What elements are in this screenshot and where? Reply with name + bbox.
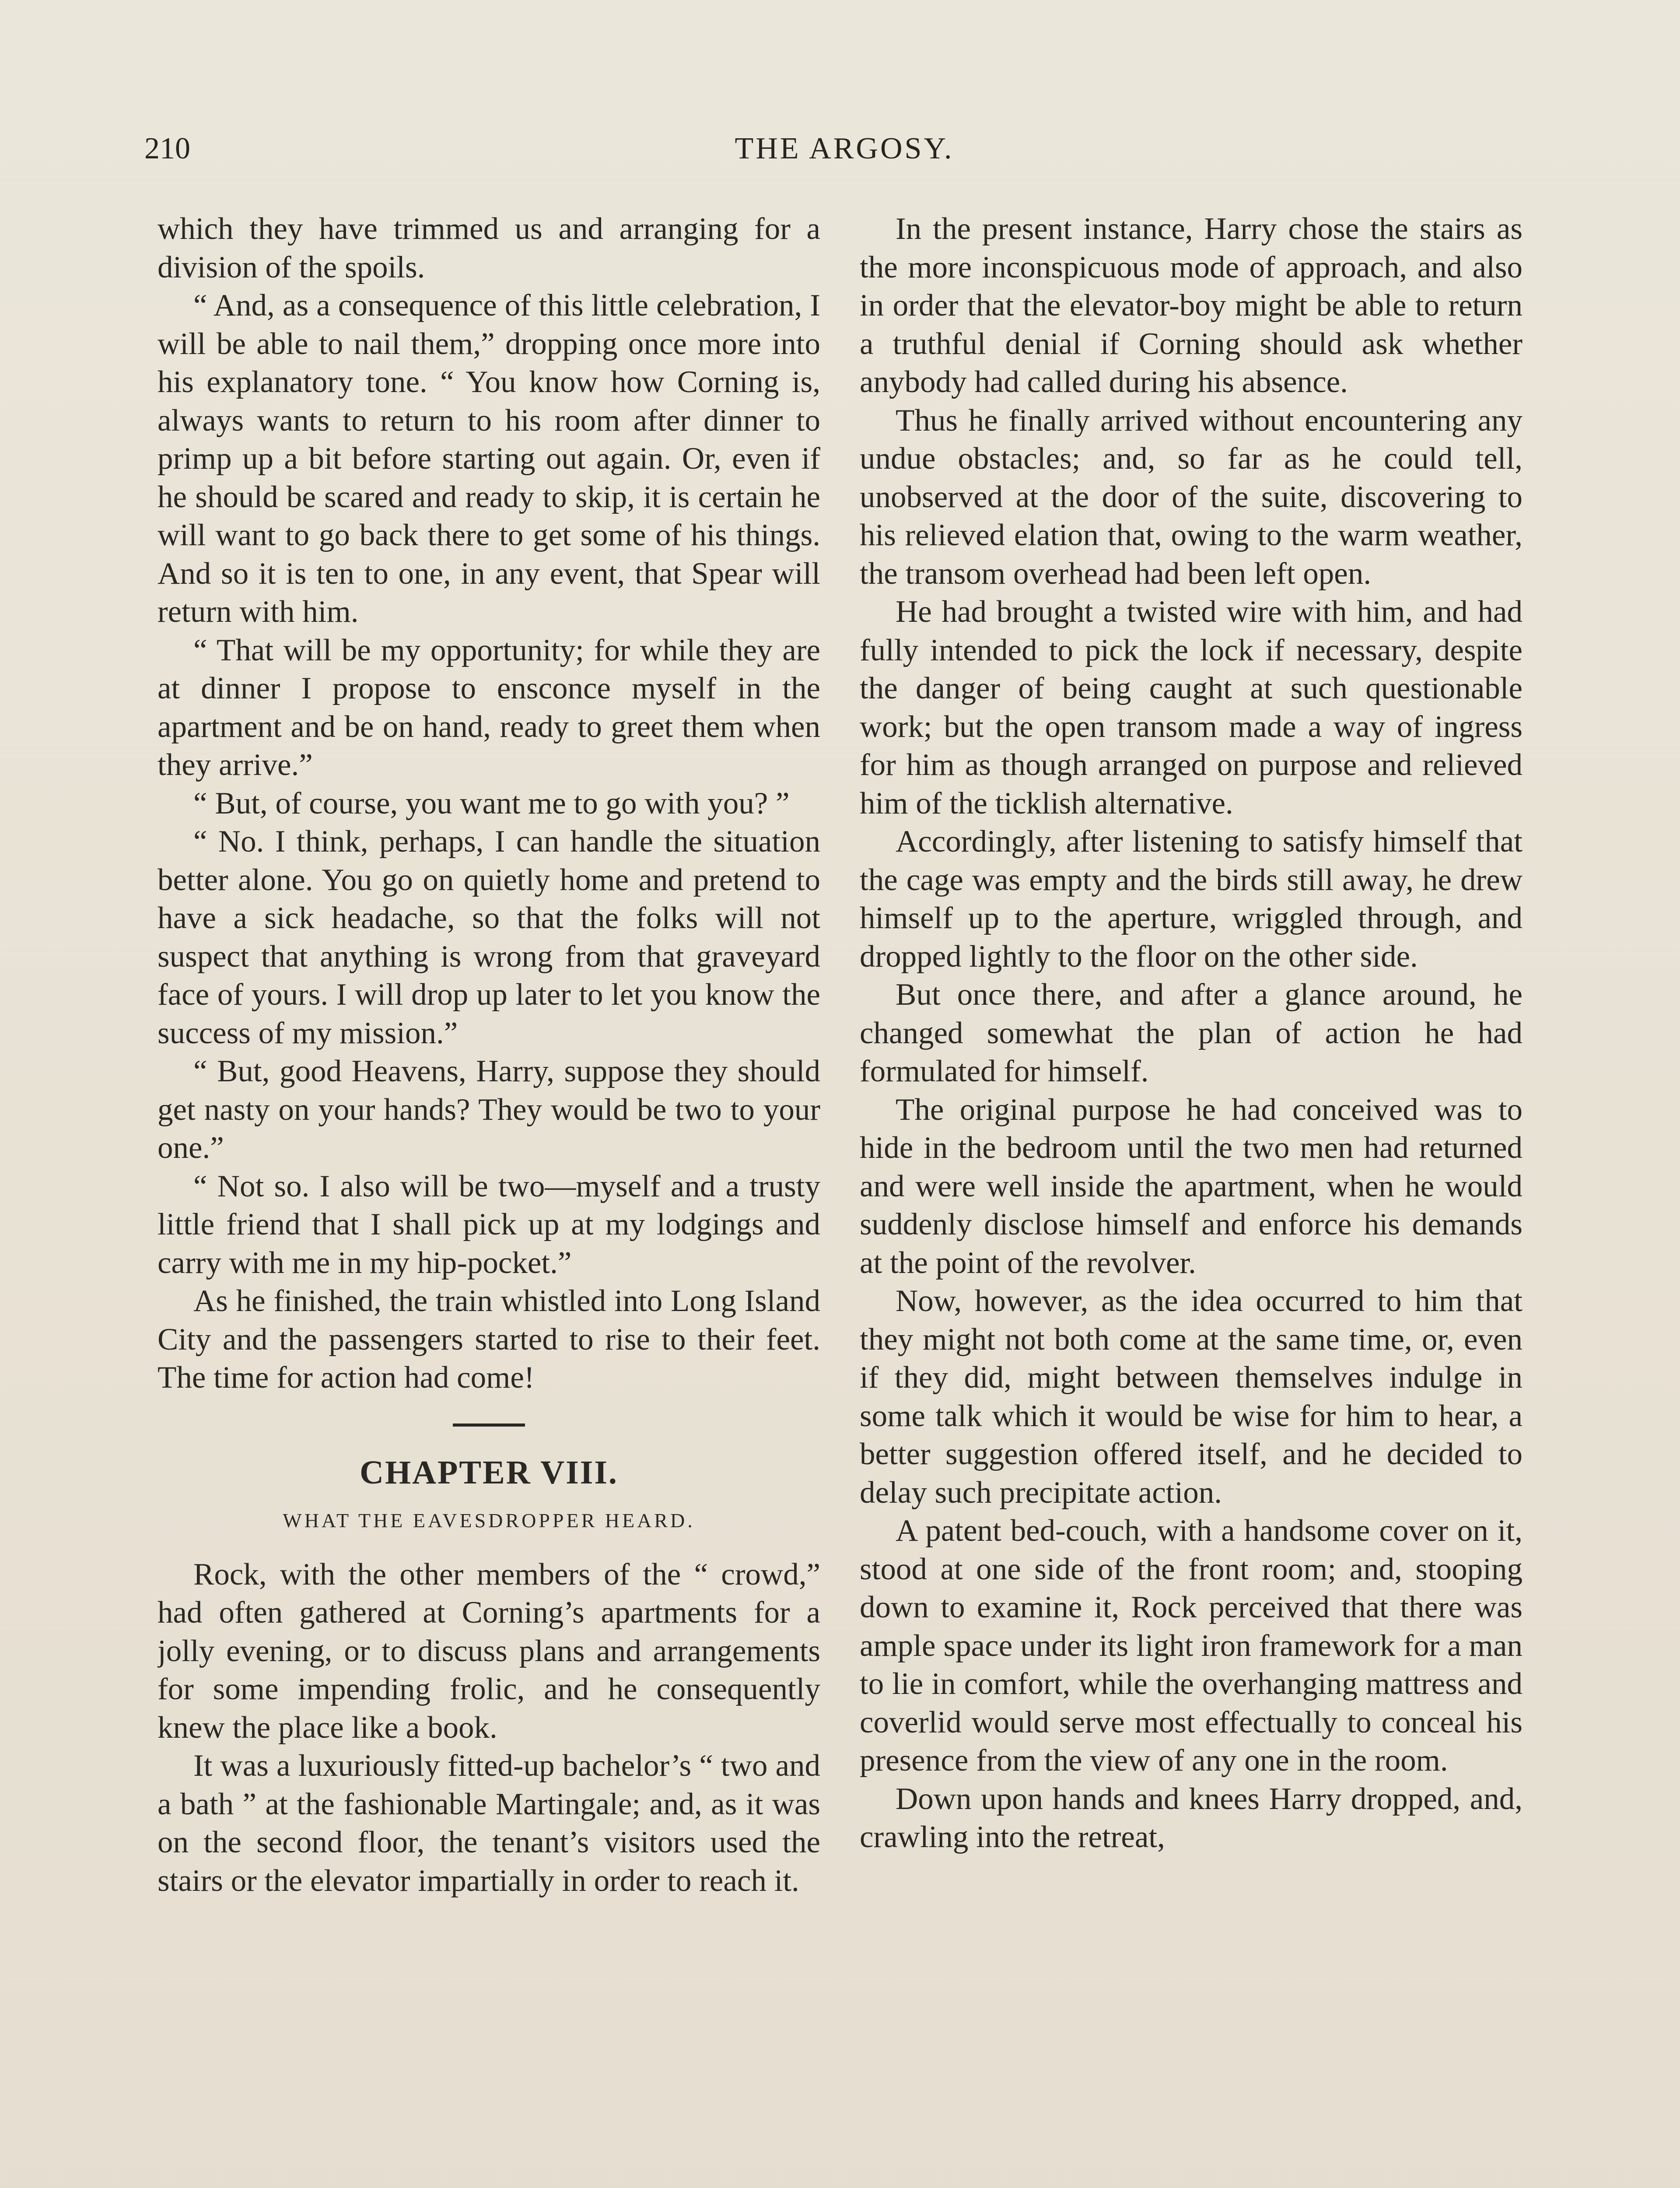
page-header — [144, 131, 1544, 184]
paragraph: “ No. I think, perhaps, I can handle the situation better alone. You go on quietly home and pretend to have a sick headache, so that the folks will not suspect that anything is wrong from that graveyard face of yours. I will drop up later to let you know the success of my mission.” — [158, 824, 820, 1050]
paragraph: which they have trimmed us and arranging for a division of the spoils. — [158, 212, 820, 284]
paragraph: As he finished, the train whistled into Long Island City and the passengers started to rise to their feet. The time for action had come! — [158, 1284, 820, 1395]
paragraph: A patent bed-couch, with a handsome cover on it, stood at one side of the front room; and, stooping down to examine it, Rock perceived that there was ample space under its light iron framework for a man to lie in comfort, while the overhanging mattress and coverlid would serve most effectually to conceal his presence from the view of any one in the room. — [860, 1514, 1522, 1778]
page-number: 210 — [144, 132, 190, 165]
paragraph: Down upon hands and knees Harry dropped, and, crawling into the retreat, — [860, 1781, 1522, 1854]
paragraph: But once there, and after a glance around, he changed somewhat the plan of action he had formulated for himself. — [860, 978, 1522, 1088]
paragraph: Accordingly, after listening to satisfy himself that the cage was empty and the birds still away, he drew himself up to the aperture, wriggled through, and dropped lightly to the floor on the other side. — [860, 824, 1522, 974]
running-head: THE ARGOSY. — [735, 132, 954, 165]
paragraph: He had brought a twisted wire with him, and had fully intended to pick the lock if necessary, despite the danger of being caught at such questionable work; but the open transom made a way of ingress for him as though arranged on purpose and relieved him of the ticklish alternative. — [860, 595, 1522, 820]
paragraph: “ That will be my opportunity; for while they are at dinner I propose to ensconce myself in the apartment and be on hand, ready to greet them when they arrive.” — [158, 633, 820, 782]
section-divider — [453, 1424, 525, 1427]
right-column — [860, 210, 1522, 2188]
paragraph: “ But, of course, you want me to go with you? ” — [193, 786, 790, 820]
paragraph: The original purpose he had conceived was to hide in the bedroom until the two men had returned and were well inside the apartment, when he would suddenly disclose himself and enforce his demands at the point of the revolver. — [860, 1092, 1522, 1280]
chapter-subtitle: WHAT THE EAVESDROPPER HEARD. — [283, 1509, 695, 1532]
paragraph: “ But, good Heavens, Harry, suppose they should get nasty on your hands? They would be two to your one.” — [158, 1054, 820, 1165]
paragraph: Now, however, as the idea occurred to him that they might not both come at the same time, or, even if they did, might between themselves indulge in some talk which it would be wise for him to hear, a better suggestion offered itself, and he decided to delay such precipitate action. — [860, 1284, 1522, 1510]
chapter-title: CHAPTER VIII. — [360, 1454, 618, 1491]
paragraph: Thus he finally arrived without encountering any undue obstacles; and, so far as he could tell, unobserved at the door of the suite, discovering to his relieved elation that, owing to the warm weather, the transom overhead had been left open. — [860, 403, 1522, 591]
left-column — [158, 210, 820, 2188]
paragraph: “ And, as a consequence of this little celebration, I will be able to nail them,” dropping once more into his explanatory tone. “ You know how Corning is, always wants to return to his room after dinner to primp up a bit before starting out again. Or, even if he should be scared and ready to skip, it is certain he will want to go back there to get some of his things. And so it is ten to one, in any event, that Spear will return with him. — [158, 288, 820, 629]
paragraph: “ Not so. I also will be two—myself and a trusty little friend that I shall pick up at my lodgings and carry with me in my hip-pocket.” — [158, 1169, 820, 1280]
paragraph: In the present instance, Harry chose the stairs as the more inconspicuous mode of approach, and also in order that the elevator-boy might be able to return a truthful denial if Corning should ask whether anybody had called during his absence. — [860, 212, 1522, 399]
paragraph: Rock, with the other members of the “ crowd,” had often gathered at Corning’s apartments for a jolly evening, or to discuss plans and arrangements for some impending frolic, and he consequently knew the place like a book. — [158, 1557, 820, 1745]
paragraph: It was a luxuriously fitted-up bachelor’s “ two and a bath ” at the fashionable Martingale; and, as it was on the second floor, the tenant’s visitors used the stairs or the elevator impartially in order to reach it. — [158, 1749, 820, 1898]
